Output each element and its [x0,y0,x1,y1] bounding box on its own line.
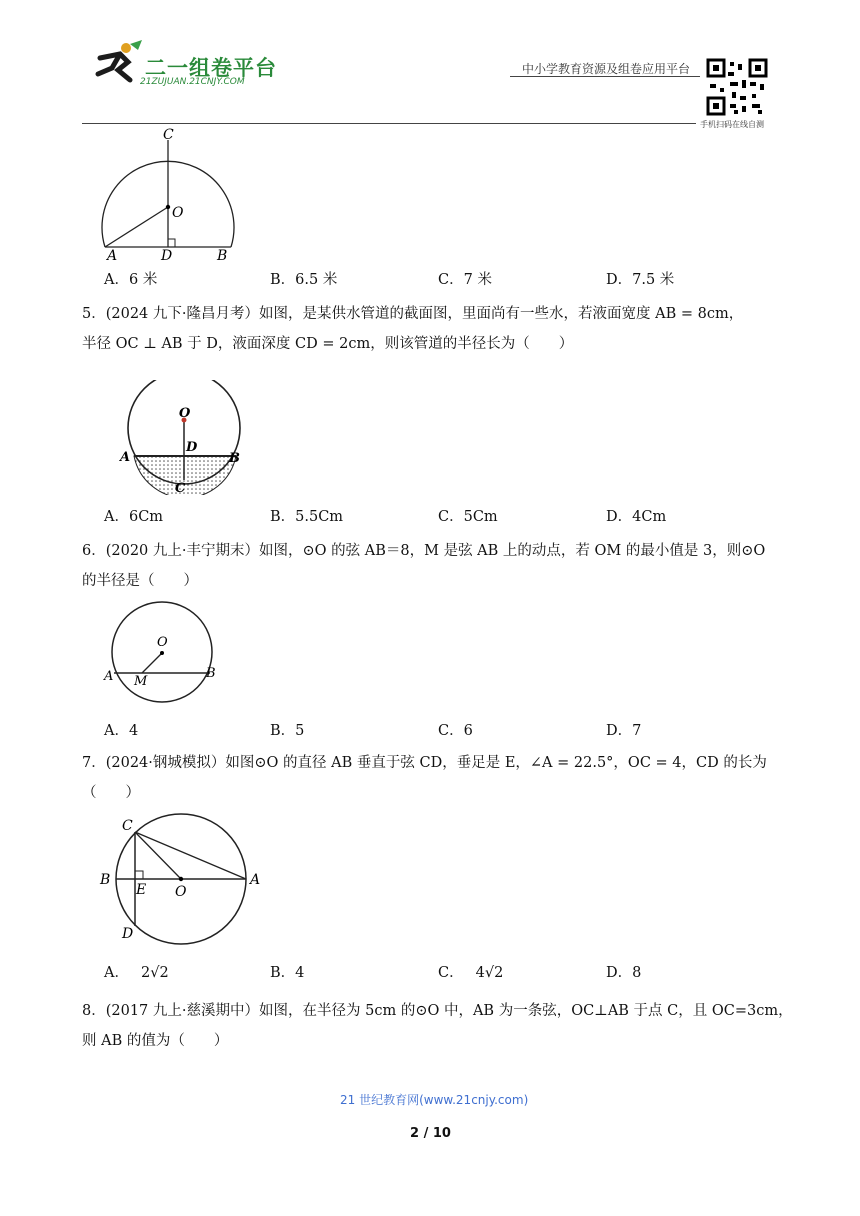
q7-option-a[interactable]: A． 2√2 [104,965,169,981]
fig7-label-o: O [175,884,187,900]
fig5-label-o: O [179,406,191,421]
q6-text-line2: 的半径是（ ） [82,573,198,589]
q6-option-a[interactable]: A．4 [104,723,139,739]
q6-option-b[interactable]: B．5 [270,723,305,739]
logo-text: 二一组卷平台 [145,56,277,80]
q7-option-c[interactable]: C． 4√2 [438,965,504,981]
q5-option-d[interactable]: D．4Cm [606,509,667,525]
q5-option-b[interactable]: B．5.5Cm [270,509,344,525]
q6-text-line1: 6．(2020 九上·丰宁期末）如图，⊙O 的弦 AB＝8，M 是弦 AB 上的动点，若 OM 的最小值是 3，则⊙O [82,543,766,559]
q7-option-b[interactable]: B．4 [270,965,305,981]
qr-code-icon[interactable] [706,58,768,116]
q7-option-d[interactable]: D．8 [606,965,642,981]
fig7-label-b: B [100,872,111,888]
fig4-label-o: O [172,205,184,221]
fig4-label-a: A [107,248,118,264]
q7-text-line1: 7．(2024·钢城模拟）如图⊙O 的直径 AB 垂直于弦 CD，垂足是 E，∠A = 22.5°，OC = 4，CD 的长为 [82,755,767,771]
header [0,0,860,130]
figure-q5-pipe [115,380,255,495]
qr-caption: 手机扫码在线自测 [700,120,764,129]
logo-subtext: 21ZUJUAN.21CNJY.COM [140,77,245,87]
figure-q4-arch [95,125,255,265]
fig7-label-d: D [122,926,134,942]
fig4-label-d: D [161,248,173,264]
q6-option-d[interactable]: D．7 [606,723,642,739]
q8-text-line1: 8．(2017 九上·慈溪期中）如图，在半径为 5cm 的⊙O 中，AB 为一条弦，OC⊥AB 于点 C，且 OC=3cm， [82,1003,793,1019]
page-number: 2 / 10 [410,1126,451,1141]
fig4-label-b: B [217,248,228,264]
q8-text-line2: 则 AB 的值为（ ） [82,1033,229,1049]
fig6-label-o: O [157,635,168,650]
fig5-label-c: C [175,481,186,495]
header-rule [82,123,696,124]
q5-text-line2: 半径 OC ⊥ AB 于 D，液面深度 CD = 2cm，则该管道的半径长为（ ） [82,336,574,352]
fig6-label-m: M [134,674,148,689]
figure-q6-circle [100,600,225,710]
fig7-label-c: C [122,818,133,834]
q5-option-a[interactable]: A．6Cm [104,509,164,525]
fig5-label-a: A [120,450,131,465]
fig7-label-e: E [136,882,147,898]
fig6-label-a: A [104,669,114,684]
fig6-label-b: B [206,666,216,681]
q5-option-c[interactable]: C．5Cm [438,509,498,525]
footer-site-link[interactable]: 21 世纪教育网(www.21cnjy.com) [340,1093,529,1107]
q4-option-b[interactable]: B．6.5 米 [270,272,338,288]
q6-option-c[interactable]: C．6 [438,723,473,739]
q7-text-line2: （ ） [82,785,140,801]
q5-text-line1: 5．(2024 九下·隆昌月考）如图，是某供水管道的截面图，里面尚有一些水，若液面宽度 AB = 8cm， [82,306,744,322]
fig5-label-b: B [229,451,240,466]
q4-option-d[interactable]: D．7.5 米 [606,272,675,288]
logo-runner-icon [90,40,146,84]
fig4-label-c: C [163,127,174,143]
q4-option-c[interactable]: C．7 米 [438,272,492,288]
fig7-label-a: A [250,872,261,888]
platform-description: 中小学教育资源及组卷应用平台 [522,62,691,76]
figure-q7-circle [95,812,270,947]
q4-option-a[interactable]: A．6 米 [104,272,158,288]
fig5-label-d: D [186,440,198,455]
